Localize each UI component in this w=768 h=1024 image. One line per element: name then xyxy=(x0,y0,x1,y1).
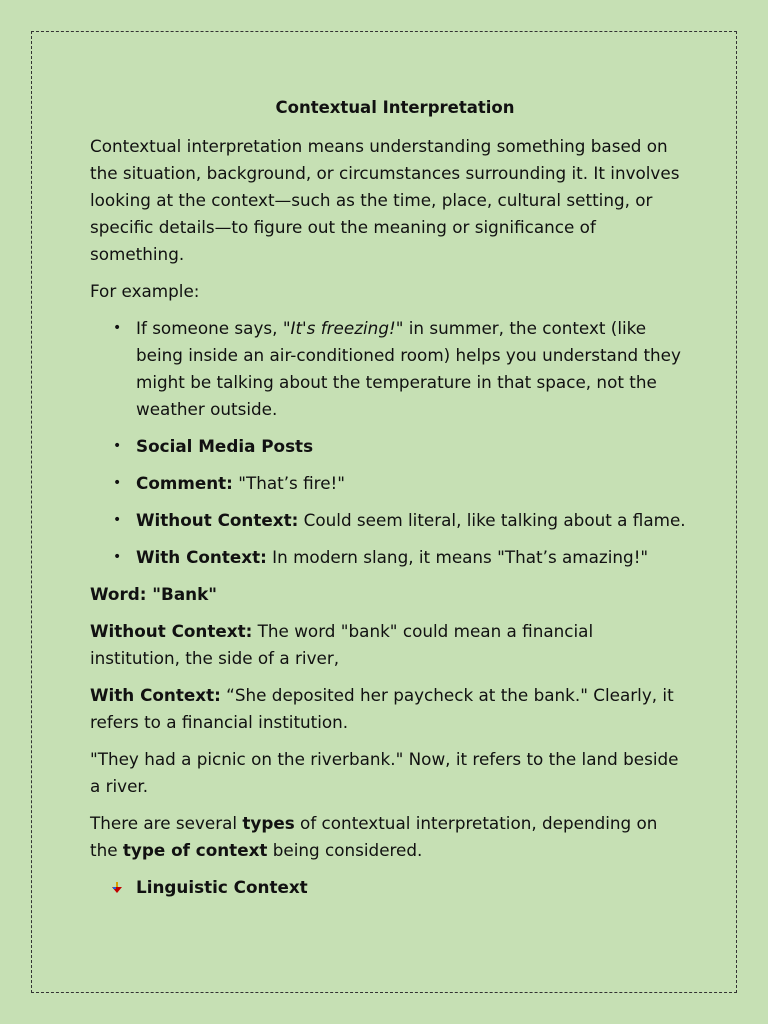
bullet-icon: • xyxy=(113,475,122,491)
list-item xyxy=(90,470,688,497)
bullet-icon: • xyxy=(113,320,122,336)
document-title: Contextual Interpretation xyxy=(275,98,515,117)
example-list xyxy=(90,315,688,571)
bullet-label: Comment: xyxy=(136,473,233,493)
bold-term: type of context xyxy=(122,840,268,860)
paragraph-text: of contextual interpretation, depending on the xyxy=(90,813,658,860)
bullet-icon: • xyxy=(113,549,122,565)
list-item xyxy=(90,315,688,423)
bullet-text: In modern slang, it means "That’s amazing!" xyxy=(266,547,649,567)
types-paragraph xyxy=(90,810,688,864)
bold-term: types xyxy=(242,813,295,833)
bullet-icon: • xyxy=(113,438,122,454)
paragraph-text: “She deposited her paycheck at the bank." Clearly, it refers to a financial institution. xyxy=(90,685,674,732)
context-types-list xyxy=(90,874,688,901)
for-example-label: For example: xyxy=(90,281,200,301)
list-item xyxy=(90,507,688,534)
quote-italic: "It's freezing!" xyxy=(282,318,404,338)
bullet-text: Could seem literal, like talking about a flame. xyxy=(298,510,686,530)
bullet-text: If someone says, xyxy=(136,318,283,338)
paragraph-text: There are several xyxy=(90,813,243,833)
paragraph-label: With Context: xyxy=(90,685,221,705)
bullet-heading: Social Media Posts xyxy=(136,436,314,456)
bullet-label: With Context: xyxy=(136,547,267,567)
bullet-text: in summer, the context (like being inside an air-conditioned room) helps you understand they might be talking about the temperature in that space, not the weather outside. xyxy=(136,318,681,419)
with-context-paragraph xyxy=(90,682,688,736)
paragraph-text: being considered. xyxy=(267,840,423,860)
bullet-text: "That’s fire!" xyxy=(232,473,345,493)
without-context-paragraph xyxy=(90,618,688,672)
word-heading: Word: "Bank" xyxy=(90,584,217,604)
paragraph-text: The word "bank" could mean a financial institution, the side of a river, xyxy=(90,621,594,668)
list-item xyxy=(90,544,688,571)
intro-paragraph: Contextual interpretation means understanding something based on the situation, background, or circumstances surrounding it. It involves looking at the context—such as the time, place, cultural setting, or specific details—to figure out the meaning or significance of something. xyxy=(90,136,680,264)
bullet-icon: • xyxy=(113,512,122,528)
linguistic-context-label: Linguistic Context xyxy=(136,877,308,897)
document-body xyxy=(90,94,688,911)
list-item xyxy=(90,433,688,460)
list-item xyxy=(90,874,688,901)
paragraph-label: Without Context: xyxy=(90,621,253,641)
arrow-down-icon xyxy=(112,882,122,894)
riverbank-paragraph: "They had a picnic on the riverbank." Now, it refers to the land beside a river. xyxy=(90,749,679,796)
bullet-label: Without Context: xyxy=(136,510,299,530)
